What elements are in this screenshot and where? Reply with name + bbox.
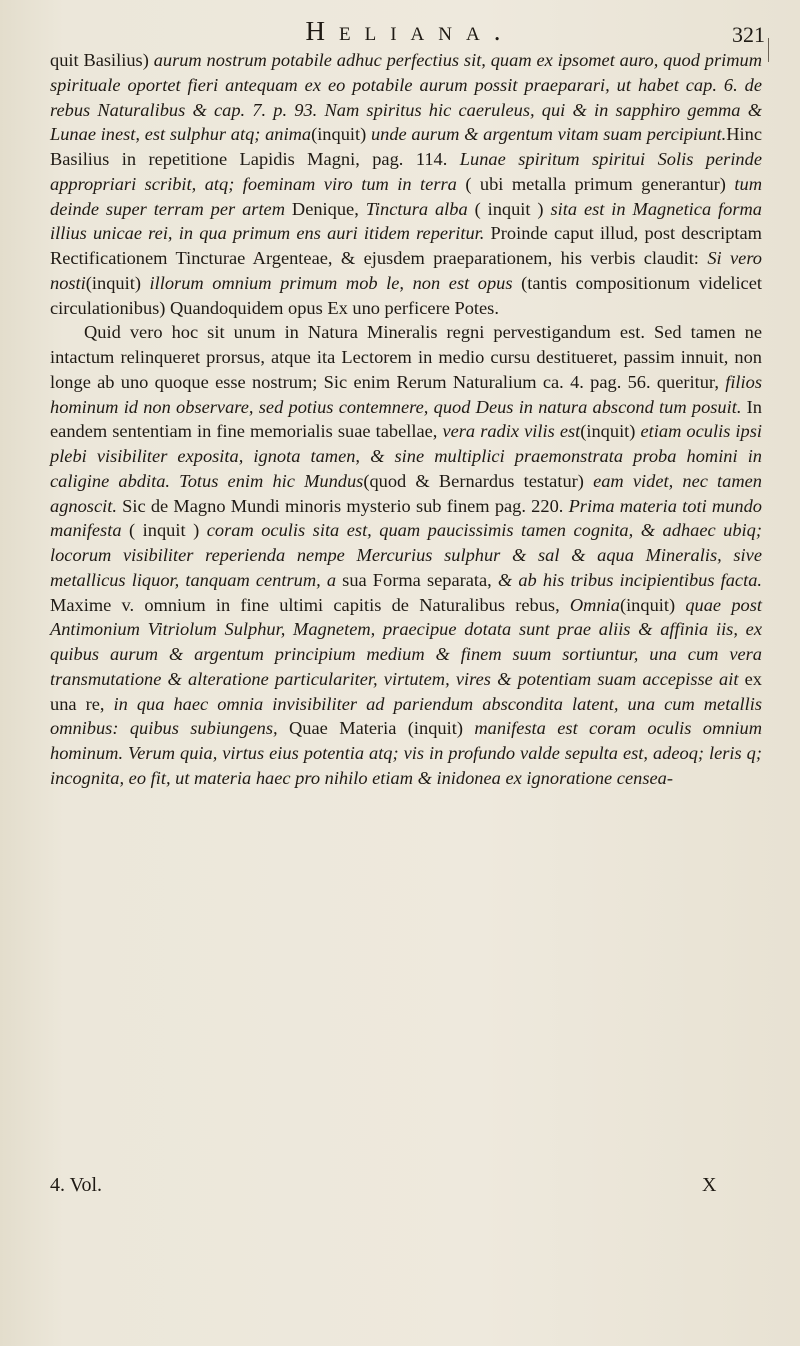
italic-text-run: unde aurum & argentum vitam suam percipiunt.	[370, 124, 727, 145]
paragraph	[50, 48, 762, 320]
text-run: ( inquit )	[467, 198, 551, 219]
italic-text-run: vera radix vilis est	[442, 421, 581, 442]
italic-text-run: Tinctura alba	[365, 198, 468, 219]
italic-text-run: Prima materia toti mundo manifesta	[50, 495, 762, 541]
text-run: In eandem sententiam in fine memorialis suae tabellae,	[50, 396, 762, 442]
italic-text-run: etiam oculis ipsi plebi visibiliter exposita, ignota tamen, & sine multiplici praemonstrata proba homini in caligine abdita. Totus enim hic Mundus	[50, 421, 763, 491]
text-run: ( inquit )	[121, 520, 207, 541]
text-run: (inquit)	[619, 594, 686, 615]
text-run: Denique,	[285, 198, 366, 219]
page-number: 321	[732, 22, 765, 47]
italic-text-run: filios hominum id non observare, sed potius contemnere, quod Deus in natura abscond tum posuit.	[50, 371, 762, 417]
text-run: (quod & Bernardus testatur)	[363, 470, 594, 491]
italic-text-run: aurum nostrum potabile adhuc perfectius sit, quam ex ipsomet auro, quod primum spirituale oportet fieri antequam ex eo potabile aurum possit praeparari, ut habet cap. 6. de rebus Naturalibus & cap. 7. p. 93. Nam spiritus hic caeruleus, qui & in sapphiro gemma & Lunae inest, est sulphur atq; anima	[50, 50, 762, 145]
italic-text-run: tum deinde super terram per artem	[50, 173, 762, 219]
italic-text-run: quae post Antimonium Vitriolum Sulphur, Magnetem, praecipue dotata sunt prae aliis & affinia iis, ex quibus aurum & argentum principium medium & finem suum sortiuntur, una cum vera transmutatione & alteratione particulariter, virtutem, vires & potentiam suam accepisse ait	[50, 594, 762, 689]
text-run: ex una re,	[50, 668, 762, 714]
italic-text-run: coram oculis sita est, quam paucissimis tamen cognita, & adhaec ubiq; locorum visibiliter reperienda nempe Mercurius sulphur & sal & aqua Mineralis, sive metallicus liquor, tanquam centrum, a	[50, 520, 762, 590]
text-run: ( ubi metalla primum generantur)	[456, 173, 735, 194]
text-run: Maxime v. omnium in fine ultimi capitis de Naturalibus rebus,	[50, 594, 570, 615]
body-text	[50, 48, 762, 791]
paragraph	[50, 320, 762, 790]
italic-text-run: Si vero nosti	[50, 248, 762, 293]
text-run: quit Basilius)	[50, 50, 154, 70]
text-run: (tantis compositionum videlicet circulationibus) Quandoquidem opus Ex uno perficere Potes.	[50, 272, 762, 318]
italic-text-run: illorum omnium primum mob le, non est opus	[149, 272, 513, 293]
catchword: X	[702, 1174, 717, 1196]
margin-mark	[768, 38, 769, 62]
text-run: (inquit)	[85, 272, 150, 293]
text-run: Proinde caput illud, post descriptam Rectificationem Tincturae Argenteae, & ejusdem praeparationem, his verbis claudit:	[50, 223, 762, 268]
italic-text-run: sita est in Magnetica forma illius unicae rei, in qua primum ens auri itidem reperitur.	[50, 198, 762, 244]
text-run: Quid vero hoc sit unum in Natura Mineralis regni pervestigandum est. Sed tamen ne intactum relinqueret prorsus, atque ita Lectorem in medio cursu destitueret, passim innuit, non longe ab uno quoque esse nostrum; Sic enim Rerum Naturalium ca. 4. pag. 56. queritur,	[50, 322, 762, 392]
running-title: Heliana.	[305, 16, 515, 46]
signature-mark: 4. Vol.	[50, 1174, 103, 1196]
page-footer	[0, 1174, 800, 1204]
text-run: (inquit)	[580, 421, 641, 442]
italic-text-run: & ab his tribus incipientibus facta.	[497, 569, 762, 590]
italic-text-run: eam videt, nec tamen agnoscit.	[50, 470, 762, 516]
italic-text-run: manifesta est coram oculis omnium hominum. Verum quia, virtus eius potentia atq; vis in profundo valde sepulta est, adeoq; leris q; incognita, eo fit, ut materia haec pro nihilo etiam & inidonea ex ignoratione censea-	[50, 718, 763, 788]
italic-text-run: in qua haec omnia invisibiliter ad pariendum abscondita latent, una cum metallis omnibus: quibus subiungens,	[50, 693, 762, 739]
text-run: Quae Materia (inquit)	[277, 718, 475, 739]
text-run: sua Forma separata,	[336, 569, 498, 590]
text-run: Sic de Magno Mundi minoris mysterio sub finem pag. 220.	[116, 495, 569, 516]
text-run: (inquit)	[311, 124, 371, 145]
italic-text-run: Lunae spiritum spiritui Solis perinde appropriari scribit, atq; foeminam viro tum in terra	[50, 149, 762, 194]
italic-text-run: Omnia	[569, 594, 620, 615]
text-run: Hinc Basilius in repetitione Lapidis Magni, pag. 114.	[50, 124, 763, 169]
